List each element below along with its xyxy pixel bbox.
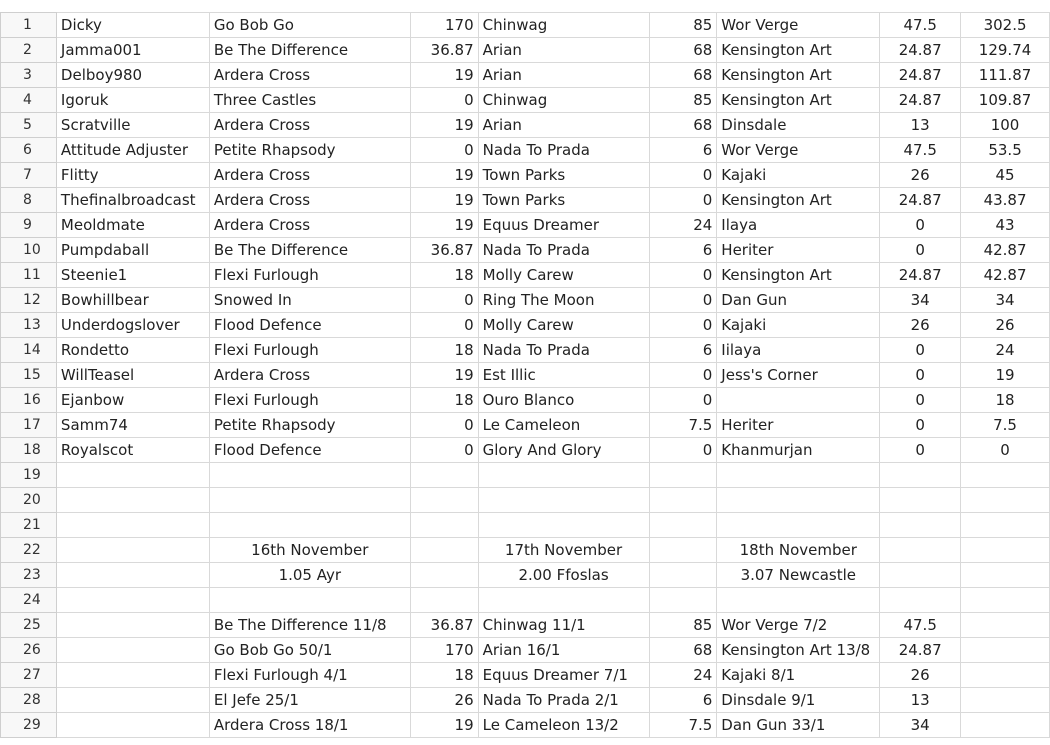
cell-player[interactable]: Delboy980 xyxy=(56,63,209,88)
table-row xyxy=(1,38,1050,63)
cell-points-day1[interactable]: 36.87 xyxy=(410,38,478,63)
cell-pick-day2[interactable]: Chinwag xyxy=(478,13,649,38)
table-row xyxy=(1,288,1050,313)
cell-points-day3[interactable]: 34 xyxy=(880,713,961,738)
row-number[interactable]: 1 xyxy=(1,13,57,38)
cell-total[interactable] xyxy=(961,563,1050,588)
cell-player[interactable]: Pumpdaball xyxy=(56,238,209,263)
cell-total[interactable] xyxy=(961,663,1050,688)
cell-total[interactable]: 45 xyxy=(961,163,1050,188)
row-number[interactable]: 7 xyxy=(1,163,57,188)
cell-points-day2[interactable] xyxy=(649,488,717,513)
cell-player[interactable]: Samm74 xyxy=(56,413,209,438)
cell-pick-day1[interactable]: Ardera Cross xyxy=(209,113,410,138)
cell-pick-day3[interactable]: Kensington Art xyxy=(717,63,880,88)
cell-player[interactable]: Bowhillbear xyxy=(56,288,209,313)
cell-points-day1[interactable]: 18 xyxy=(410,263,478,288)
cell-total[interactable] xyxy=(961,538,1050,563)
cell-points-day2[interactable]: 7.5 xyxy=(649,713,717,738)
cell-pick-day2[interactable]: 17th November xyxy=(478,538,649,563)
table-row xyxy=(1,263,1050,288)
cell-pick-day1[interactable]: Be The Difference xyxy=(209,238,410,263)
cell-pick-day1[interactable]: Go Bob Go xyxy=(209,13,410,38)
cell-pick-day2[interactable]: Molly Carew xyxy=(478,313,649,338)
cell-pick-day3[interactable]: Kensington Art xyxy=(717,38,880,63)
cell-player[interactable] xyxy=(56,638,209,663)
cell-points-day2[interactable]: 68 xyxy=(649,38,717,63)
cell-pick-day3[interactable]: Iilaya xyxy=(717,338,880,363)
cell-pick-day1[interactable]: Flood Defence xyxy=(209,438,410,463)
cell-pick-day3[interactable] xyxy=(717,463,880,488)
table-row xyxy=(1,588,1050,613)
cell-points-day3[interactable]: 47.5 xyxy=(880,613,961,638)
cell-points-day1[interactable]: 0 xyxy=(410,313,478,338)
cell-points-day1[interactable]: 19 xyxy=(410,163,478,188)
cell-pick-day2[interactable]: Chinwag xyxy=(478,88,649,113)
cell-points-day1[interactable]: 0 xyxy=(410,138,478,163)
cell-pick-day2[interactable]: Nada To Prada xyxy=(478,138,649,163)
cell-total[interactable]: 42.87 xyxy=(961,238,1050,263)
row-number[interactable]: 19 xyxy=(1,463,57,488)
cell-pick-day1[interactable] xyxy=(209,588,410,613)
cell-pick-day3[interactable]: Dan Gun 33/1 xyxy=(717,713,880,738)
cell-pick-day1[interactable]: 16th November xyxy=(209,538,410,563)
cell-pick-day3[interactable]: Kajaki 8/1 xyxy=(717,663,880,688)
table-row xyxy=(1,413,1050,438)
cell-pick-day1[interactable]: Petite Rhapsody xyxy=(209,413,410,438)
table-row xyxy=(1,338,1050,363)
cell-points-day2[interactable] xyxy=(649,588,717,613)
row-number[interactable]: 2 xyxy=(1,38,57,63)
cell-points-day1[interactable] xyxy=(410,563,478,588)
cell-pick-day1[interactable]: Be The Difference xyxy=(209,38,410,63)
spreadsheet-table xyxy=(0,12,1050,738)
cell-total[interactable] xyxy=(961,488,1050,513)
cell-points-day3[interactable]: 26 xyxy=(880,313,961,338)
cell-points-day3[interactable]: 0 xyxy=(880,338,961,363)
cell-pick-day3[interactable]: Wor Verge 7/2 xyxy=(717,613,880,638)
cell-points-day2[interactable]: 0 xyxy=(649,363,717,388)
cell-pick-day1[interactable]: 1.05 Ayr xyxy=(209,563,410,588)
cell-pick-day1[interactable]: Three Castles xyxy=(209,88,410,113)
table-row xyxy=(1,88,1050,113)
cell-points-day3[interactable] xyxy=(880,538,961,563)
cell-pick-day3[interactable]: Heriter xyxy=(717,413,880,438)
cell-points-day1[interactable]: 19 xyxy=(410,363,478,388)
cell-pick-day3[interactable]: Jess's Corner xyxy=(717,363,880,388)
cell-total[interactable] xyxy=(961,638,1050,663)
cell-total[interactable]: 0 xyxy=(961,438,1050,463)
cell-points-day1[interactable] xyxy=(410,538,478,563)
cell-points-day3[interactable]: 24.87 xyxy=(880,88,961,113)
cell-player[interactable] xyxy=(56,513,209,538)
cell-total[interactable] xyxy=(961,588,1050,613)
cell-pick-day3[interactable]: Kajaki xyxy=(717,313,880,338)
row-number[interactable]: 24 xyxy=(1,588,57,613)
row-number[interactable]: 28 xyxy=(1,688,57,713)
cell-pick-day3[interactable]: Ilaya xyxy=(717,213,880,238)
cell-pick-day1[interactable]: Flexi Furlough 4/1 xyxy=(209,663,410,688)
cell-points-day2[interactable]: 68 xyxy=(649,638,717,663)
cell-points-day3[interactable]: 24.87 xyxy=(880,263,961,288)
cell-total[interactable]: 18 xyxy=(961,388,1050,413)
cell-pick-day3[interactable]: Kensington Art 13/8 xyxy=(717,638,880,663)
cell-pick-day2[interactable]: Ring The Moon xyxy=(478,288,649,313)
cell-pick-day3[interactable]: Dan Gun xyxy=(717,288,880,313)
row-number[interactable]: 21 xyxy=(1,513,57,538)
cell-pick-day1[interactable]: Be The Difference 11/8 xyxy=(209,613,410,638)
cell-total[interactable] xyxy=(961,463,1050,488)
cell-points-day3[interactable] xyxy=(880,513,961,538)
cell-pick-day2[interactable]: Arian xyxy=(478,38,649,63)
row-number[interactable]: 5 xyxy=(1,113,57,138)
table-row xyxy=(1,113,1050,138)
cell-points-day1[interactable]: 36.87 xyxy=(410,613,478,638)
cell-pick-day3[interactable]: Heriter xyxy=(717,238,880,263)
cell-points-day1[interactable]: 0 xyxy=(410,438,478,463)
cell-points-day2[interactable]: 0 xyxy=(649,438,717,463)
row-number[interactable]: 13 xyxy=(1,313,57,338)
cell-player[interactable]: Royalscot xyxy=(56,438,209,463)
cell-points-day2[interactable]: 0 xyxy=(649,288,717,313)
row-number[interactable]: 3 xyxy=(1,63,57,88)
cell-points-day1[interactable]: 19 xyxy=(410,113,478,138)
cell-pick-day3[interactable]: Kensington Art xyxy=(717,88,880,113)
cell-total[interactable]: 34 xyxy=(961,288,1050,313)
cell-total[interactable]: 42.87 xyxy=(961,263,1050,288)
row-number[interactable]: 26 xyxy=(1,638,57,663)
row-number[interactable]: 17 xyxy=(1,413,57,438)
cell-pick-day1[interactable] xyxy=(209,513,410,538)
cell-player[interactable]: Ejanbow xyxy=(56,388,209,413)
cell-player[interactable]: Meoldmate xyxy=(56,213,209,238)
cell-points-day3[interactable]: 13 xyxy=(880,688,961,713)
cell-pick-day2[interactable]: Arian xyxy=(478,63,649,88)
cell-total[interactable]: 43 xyxy=(961,213,1050,238)
cell-points-day2[interactable] xyxy=(649,463,717,488)
cell-points-day3[interactable] xyxy=(880,488,961,513)
cell-total[interactable]: 26 xyxy=(961,313,1050,338)
cell-pick-day3[interactable]: Wor Verge xyxy=(717,13,880,38)
table-row xyxy=(1,363,1050,388)
cell-total[interactable]: 109.87 xyxy=(961,88,1050,113)
cell-points-day2[interactable]: 6 xyxy=(649,688,717,713)
cell-points-day1[interactable]: 0 xyxy=(410,288,478,313)
cell-pick-day2[interactable]: Ouro Blanco xyxy=(478,388,649,413)
cell-pick-day1[interactable]: Snowed In xyxy=(209,288,410,313)
cell-player[interactable] xyxy=(56,613,209,638)
cell-points-day2[interactable]: 0 xyxy=(649,313,717,338)
cell-pick-day3[interactable] xyxy=(717,488,880,513)
row-number[interactable]: 14 xyxy=(1,338,57,363)
cell-player[interactable]: Steenie1 xyxy=(56,263,209,288)
cell-pick-day3[interactable]: Dinsdale xyxy=(717,113,880,138)
cell-points-day1[interactable]: 18 xyxy=(410,663,478,688)
cell-pick-day2[interactable]: Le Cameleon xyxy=(478,413,649,438)
table-row xyxy=(1,238,1050,263)
cell-points-day3[interactable]: 0 xyxy=(880,238,961,263)
cell-pick-day2[interactable]: Nada To Prada xyxy=(478,338,649,363)
table-row xyxy=(1,388,1050,413)
cell-points-day2[interactable]: 6 xyxy=(649,238,717,263)
cell-points-day3[interactable]: 47.5 xyxy=(880,138,961,163)
cell-player[interactable]: Jamma001 xyxy=(56,38,209,63)
table-row xyxy=(1,663,1050,688)
cell-points-day1[interactable]: 19 xyxy=(410,63,478,88)
cell-pick-day2[interactable]: Est Illic xyxy=(478,363,649,388)
table-row xyxy=(1,438,1050,463)
cell-points-day2[interactable]: 24 xyxy=(649,213,717,238)
table-row xyxy=(1,463,1050,488)
cell-total[interactable]: 302.5 xyxy=(961,13,1050,38)
cell-pick-day2[interactable]: 2.00 Ffoslas xyxy=(478,563,649,588)
cell-total[interactable]: 24 xyxy=(961,338,1050,363)
cell-pick-day1[interactable]: Ardera Cross 18/1 xyxy=(209,713,410,738)
cell-points-day2[interactable]: 85 xyxy=(649,613,717,638)
table-row xyxy=(1,13,1050,38)
cell-points-day3[interactable]: 34 xyxy=(880,288,961,313)
cell-points-day2[interactable]: 7.5 xyxy=(649,413,717,438)
cell-pick-day2[interactable]: Chinwag 11/1 xyxy=(478,613,649,638)
cell-total[interactable] xyxy=(961,713,1050,738)
cell-player[interactable]: Underdogslover xyxy=(56,313,209,338)
cell-points-day1[interactable] xyxy=(410,513,478,538)
cell-pick-day3[interactable] xyxy=(717,588,880,613)
cell-points-day2[interactable] xyxy=(649,563,717,588)
cell-points-day1[interactable]: 0 xyxy=(410,413,478,438)
cell-points-day3[interactable] xyxy=(880,463,961,488)
table-row xyxy=(1,63,1050,88)
cell-pick-day3[interactable]: 18th November xyxy=(717,538,880,563)
cell-pick-day2[interactable]: Glory And Glory xyxy=(478,438,649,463)
cell-points-day3[interactable]: 26 xyxy=(880,163,961,188)
cell-pick-day2[interactable]: Arian 16/1 xyxy=(478,638,649,663)
cell-points-day2[interactable]: 0 xyxy=(649,163,717,188)
cell-player[interactable] xyxy=(56,713,209,738)
cell-player[interactable] xyxy=(56,688,209,713)
cell-pick-day1[interactable] xyxy=(209,463,410,488)
cell-points-day1[interactable]: 36.87 xyxy=(410,238,478,263)
row-number[interactable]: 15 xyxy=(1,363,57,388)
cell-points-day2[interactable] xyxy=(649,513,717,538)
cell-pick-day1[interactable]: Flexi Furlough xyxy=(209,338,410,363)
table-row xyxy=(1,638,1050,663)
cell-points-day1[interactable]: 19 xyxy=(410,213,478,238)
cell-player[interactable]: Flitty xyxy=(56,163,209,188)
row-number[interactable]: 22 xyxy=(1,538,57,563)
table-row xyxy=(1,188,1050,213)
cell-total[interactable]: 100 xyxy=(961,113,1050,138)
cell-points-day1[interactable]: 170 xyxy=(410,638,478,663)
cell-pick-day2[interactable]: Town Parks xyxy=(478,163,649,188)
cell-points-day3[interactable]: 26 xyxy=(880,663,961,688)
cell-points-day1[interactable]: 18 xyxy=(410,338,478,363)
cell-pick-day1[interactable]: Petite Rhapsody xyxy=(209,138,410,163)
row-number[interactable]: 8 xyxy=(1,188,57,213)
cell-pick-day3[interactable]: 3.07 Newcastle xyxy=(717,563,880,588)
cell-pick-day3[interactable]: Wor Verge xyxy=(717,138,880,163)
cell-player[interactable]: Rondetto xyxy=(56,338,209,363)
cell-pick-day1[interactable]: Flexi Furlough xyxy=(209,263,410,288)
cell-player[interactable]: Igoruk xyxy=(56,88,209,113)
cell-total[interactable]: 53.5 xyxy=(961,138,1050,163)
cell-total[interactable]: 19 xyxy=(961,363,1050,388)
table-row xyxy=(1,538,1050,563)
cell-player[interactable] xyxy=(56,563,209,588)
table-row xyxy=(1,688,1050,713)
cell-pick-day3[interactable]: Kensington Art xyxy=(717,263,880,288)
cell-pick-day2[interactable] xyxy=(478,588,649,613)
cell-points-day2[interactable]: 6 xyxy=(649,138,717,163)
cell-points-day2[interactable]: 85 xyxy=(649,13,717,38)
row-number[interactable]: 6 xyxy=(1,138,57,163)
table-row xyxy=(1,613,1050,638)
cell-pick-day2[interactable]: Equus Dreamer xyxy=(478,213,649,238)
cell-total[interactable]: 111.87 xyxy=(961,63,1050,88)
cell-points-day1[interactable]: 18 xyxy=(410,388,478,413)
cell-points-day2[interactable]: 68 xyxy=(649,113,717,138)
row-number[interactable]: 25 xyxy=(1,613,57,638)
cell-points-day3[interactable]: 0 xyxy=(880,363,961,388)
cell-total[interactable] xyxy=(961,513,1050,538)
cell-points-day2[interactable] xyxy=(649,538,717,563)
cell-points-day1[interactable]: 19 xyxy=(410,713,478,738)
cell-pick-day3[interactable]: Dinsdale 9/1 xyxy=(717,688,880,713)
cell-points-day1[interactable] xyxy=(410,463,478,488)
cell-pick-day1[interactable]: Ardera Cross xyxy=(209,213,410,238)
cell-player[interactable]: Dicky xyxy=(56,13,209,38)
cell-points-day1[interactable] xyxy=(410,488,478,513)
row-number[interactable]: 20 xyxy=(1,488,57,513)
row-number[interactable]: 11 xyxy=(1,263,57,288)
cell-points-day1[interactable]: 0 xyxy=(410,88,478,113)
row-number[interactable]: 18 xyxy=(1,438,57,463)
row-number[interactable]: 16 xyxy=(1,388,57,413)
row-number[interactable]: 27 xyxy=(1,663,57,688)
cell-points-day3[interactable]: 24.87 xyxy=(880,638,961,663)
cell-pick-day2[interactable]: Town Parks xyxy=(478,188,649,213)
table-row xyxy=(1,163,1050,188)
cell-points-day2[interactable]: 68 xyxy=(649,63,717,88)
cell-player[interactable] xyxy=(56,538,209,563)
cell-points-day3[interactable]: 13 xyxy=(880,113,961,138)
table-row xyxy=(1,213,1050,238)
row-number[interactable]: 23 xyxy=(1,563,57,588)
cell-pick-day2[interactable]: Le Cameleon 13/2 xyxy=(478,713,649,738)
cell-points-day2[interactable]: 24 xyxy=(649,663,717,688)
cell-player[interactable]: Attitude Adjuster xyxy=(56,138,209,163)
cell-points-day3[interactable]: 24.87 xyxy=(880,38,961,63)
table-row xyxy=(1,563,1050,588)
cell-points-day2[interactable]: 0 xyxy=(649,188,717,213)
cell-points-day3[interactable]: 24.87 xyxy=(880,63,961,88)
cell-total[interactable] xyxy=(961,688,1050,713)
cell-pick-day1[interactable]: Ardera Cross xyxy=(209,363,410,388)
cell-points-day3[interactable] xyxy=(880,588,961,613)
cell-points-day3[interactable]: 0 xyxy=(880,388,961,413)
cell-pick-day1[interactable]: Ardera Cross xyxy=(209,163,410,188)
cell-pick-day2[interactable]: Nada To Prada xyxy=(478,238,649,263)
row-number[interactable]: 9 xyxy=(1,213,57,238)
row-number[interactable]: 29 xyxy=(1,713,57,738)
cell-points-day3[interactable]: 47.5 xyxy=(880,13,961,38)
cell-pick-day1[interactable]: El Jefe 25/1 xyxy=(209,688,410,713)
cell-points-day3[interactable] xyxy=(880,563,961,588)
cell-total[interactable]: 43.87 xyxy=(961,188,1050,213)
cell-points-day1[interactable]: 26 xyxy=(410,688,478,713)
cell-pick-day2[interactable]: Molly Carew xyxy=(478,263,649,288)
cell-points-day3[interactable]: 0 xyxy=(880,438,961,463)
row-number[interactable]: 10 xyxy=(1,238,57,263)
cell-points-day1[interactable] xyxy=(410,588,478,613)
cell-pick-day1[interactable]: Go Bob Go 50/1 xyxy=(209,638,410,663)
cell-points-day2[interactable]: 0 xyxy=(649,263,717,288)
cell-pick-day1[interactable]: Ardera Cross xyxy=(209,63,410,88)
cell-player[interactable]: Scratville xyxy=(56,113,209,138)
row-number[interactable]: 4 xyxy=(1,88,57,113)
cell-pick-day1[interactable]: Flood Defence xyxy=(209,313,410,338)
cell-pick-day3[interactable]: Khanmurjan xyxy=(717,438,880,463)
cell-pick-day1[interactable]: Ardera Cross xyxy=(209,188,410,213)
cell-pick-day3[interactable] xyxy=(717,388,880,413)
cell-pick-day2[interactable]: Nada To Prada 2/1 xyxy=(478,688,649,713)
cell-total[interactable]: 7.5 xyxy=(961,413,1050,438)
cell-player[interactable]: Thefinalbroadcast xyxy=(56,188,209,213)
cell-points-day3[interactable]: 24.87 xyxy=(880,188,961,213)
row-number[interactable]: 12 xyxy=(1,288,57,313)
cell-player[interactable] xyxy=(56,488,209,513)
cell-points-day2[interactable]: 6 xyxy=(649,338,717,363)
cell-pick-day2[interactable]: Arian xyxy=(478,113,649,138)
cell-pick-day2[interactable] xyxy=(478,513,649,538)
cell-pick-day3[interactable]: Kensington Art xyxy=(717,188,880,213)
cell-points-day3[interactable]: 0 xyxy=(880,413,961,438)
table-row xyxy=(1,488,1050,513)
cell-pick-day2[interactable] xyxy=(478,463,649,488)
cell-pick-day1[interactable] xyxy=(209,488,410,513)
table-row xyxy=(1,138,1050,163)
cell-pick-day2[interactable]: Equus Dreamer 7/1 xyxy=(478,663,649,688)
table-row xyxy=(1,313,1050,338)
cell-pick-day2[interactable] xyxy=(478,488,649,513)
cell-points-day1[interactable]: 170 xyxy=(410,13,478,38)
cell-player[interactable]: WillTeasel xyxy=(56,363,209,388)
table-row xyxy=(1,713,1050,738)
cell-player[interactable] xyxy=(56,463,209,488)
cell-pick-day3[interactable] xyxy=(717,513,880,538)
cell-pick-day1[interactable]: Flexi Furlough xyxy=(209,388,410,413)
cell-total[interactable]: 129.74 xyxy=(961,38,1050,63)
cell-pick-day3[interactable]: Kajaki xyxy=(717,163,880,188)
cell-points-day2[interactable]: 85 xyxy=(649,88,717,113)
cell-player[interactable] xyxy=(56,663,209,688)
table-row xyxy=(1,513,1050,538)
cell-points-day1[interactable]: 19 xyxy=(410,188,478,213)
cell-player[interactable] xyxy=(56,588,209,613)
cell-total[interactable] xyxy=(961,613,1050,638)
cell-points-day2[interactable]: 0 xyxy=(649,388,717,413)
cell-points-day3[interactable]: 0 xyxy=(880,213,961,238)
